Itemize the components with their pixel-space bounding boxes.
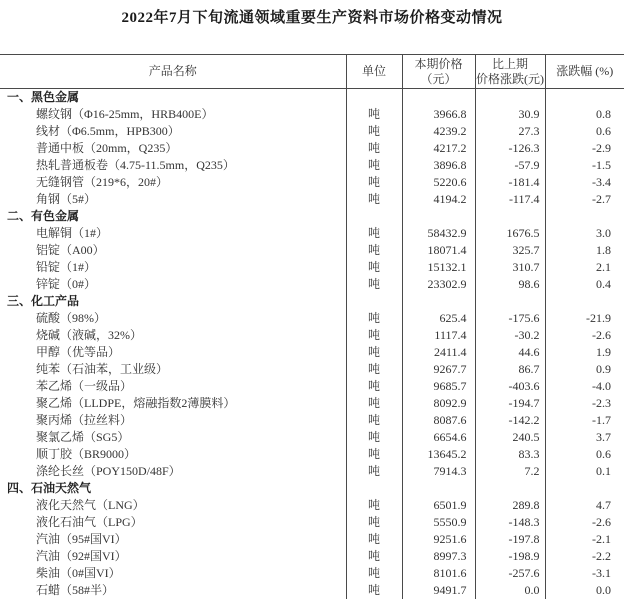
- product-row: [0, 582, 624, 599]
- section-empty-change: [475, 89, 545, 107]
- cell-change-rate: 0.9: [545, 361, 624, 378]
- cell-unit: 吨: [346, 327, 402, 344]
- col-header-unit: 单位: [346, 55, 402, 89]
- cell-price-change: 1676.5: [475, 225, 545, 242]
- product-row: [0, 225, 624, 242]
- cell-current-price: 9685.7: [402, 378, 475, 395]
- cell-change-rate: -2.1: [545, 531, 624, 548]
- cell-unit: 吨: [346, 429, 402, 446]
- cell-change-rate: 3.0: [545, 225, 624, 242]
- cell-product-name: 无缝钢管（219*6，20#）: [0, 174, 346, 191]
- col-header-product: 产品名称: [0, 55, 346, 89]
- product-row: [0, 565, 624, 582]
- product-row: [0, 412, 624, 429]
- cell-product-name: 聚丙烯（拉丝料）: [0, 412, 346, 429]
- section-row: [0, 293, 624, 310]
- product-row: [0, 123, 624, 140]
- cell-product-name: 铅锭（1#）: [0, 259, 346, 276]
- cell-change-rate: 0.8: [545, 106, 624, 123]
- product-row: [0, 378, 624, 395]
- cell-product-name: 液化石油气（LPG）: [0, 514, 346, 531]
- cell-unit: 吨: [346, 378, 402, 395]
- product-row: [0, 497, 624, 514]
- cell-unit: 吨: [346, 242, 402, 259]
- product-row: [0, 310, 624, 327]
- cell-current-price: 4239.2: [402, 123, 475, 140]
- table-header: [0, 55, 624, 89]
- cell-current-price: 18071.4: [402, 242, 475, 259]
- section-empty-price: [402, 293, 475, 310]
- product-row: [0, 548, 624, 565]
- cell-current-price: 13645.2: [402, 446, 475, 463]
- cell-change-rate: 1.9: [545, 344, 624, 361]
- cell-unit: 吨: [346, 514, 402, 531]
- col-header-change-line2: 价格涨跌(元): [476, 72, 545, 87]
- header-row: [0, 55, 624, 89]
- cell-change-rate: -2.6: [545, 514, 624, 531]
- cell-change-rate: -2.9: [545, 140, 624, 157]
- cell-product-name: 硫酸（98%）: [0, 310, 346, 327]
- section-label: 一、黑色金属: [0, 89, 346, 107]
- cell-current-price: 8087.6: [402, 412, 475, 429]
- cell-change-rate: 1.8: [545, 242, 624, 259]
- cell-unit: 吨: [346, 446, 402, 463]
- cell-price-change: 44.6: [475, 344, 545, 361]
- cell-current-price: 7914.3: [402, 463, 475, 480]
- col-header-change-line1: 比上期: [476, 57, 545, 72]
- cell-product-name: 液化天然气（LNG）: [0, 497, 346, 514]
- cell-change-rate: 4.7: [545, 497, 624, 514]
- cell-price-change: 289.8: [475, 497, 545, 514]
- cell-product-name: 汽油（92#国VI）: [0, 548, 346, 565]
- cell-product-name: 角钢（5#）: [0, 191, 346, 208]
- section-label: 二、有色金属: [0, 208, 346, 225]
- section-empty-unit: [346, 208, 402, 225]
- cell-current-price: 5220.6: [402, 174, 475, 191]
- col-header-change: [475, 55, 545, 89]
- cell-change-rate: 0.6: [545, 123, 624, 140]
- section-empty-pct: [545, 208, 624, 225]
- cell-change-rate: -2.3: [545, 395, 624, 412]
- cell-price-change: -197.8: [475, 531, 545, 548]
- product-row: [0, 344, 624, 361]
- cell-price-change: -198.9: [475, 548, 545, 565]
- product-row: [0, 361, 624, 378]
- cell-change-rate: 3.7: [545, 429, 624, 446]
- cell-price-change: -126.3: [475, 140, 545, 157]
- section-row: [0, 208, 624, 225]
- product-row: [0, 157, 624, 174]
- col-header-price: [402, 55, 475, 89]
- cell-current-price: 9251.6: [402, 531, 475, 548]
- cell-unit: 吨: [346, 191, 402, 208]
- cell-unit: 吨: [346, 344, 402, 361]
- cell-unit: 吨: [346, 565, 402, 582]
- cell-current-price: 625.4: [402, 310, 475, 327]
- cell-unit: 吨: [346, 582, 402, 599]
- cell-product-name: 铝锭（A00）: [0, 242, 346, 259]
- product-row: [0, 242, 624, 259]
- cell-unit: 吨: [346, 259, 402, 276]
- cell-unit: 吨: [346, 310, 402, 327]
- product-row: [0, 140, 624, 157]
- section-row: [0, 89, 624, 107]
- cell-product-name: 顺丁胶（BR9000）: [0, 446, 346, 463]
- col-header-pct: 涨跌幅 (%): [545, 55, 624, 89]
- section-empty-change: [475, 480, 545, 497]
- col-header-price-line1: 本期价格: [403, 57, 475, 72]
- cell-product-name: 热轧普通板卷（4.75-11.5mm，Q235）: [0, 157, 346, 174]
- cell-current-price: 4217.2: [402, 140, 475, 157]
- cell-change-rate: 0.4: [545, 276, 624, 293]
- cell-price-change: -403.6: [475, 378, 545, 395]
- cell-price-change: 83.3: [475, 446, 545, 463]
- cell-change-rate: 0.0: [545, 582, 624, 599]
- cell-product-name: 螺纹钢（Φ16-25mm，HRB400E）: [0, 106, 346, 123]
- cell-price-change: 7.2: [475, 463, 545, 480]
- cell-product-name: 石蜡（58#半）: [0, 582, 346, 599]
- product-row: [0, 429, 624, 446]
- cell-unit: 吨: [346, 548, 402, 565]
- cell-current-price: 6501.9: [402, 497, 475, 514]
- cell-current-price: 15132.1: [402, 259, 475, 276]
- cell-current-price: 6654.6: [402, 429, 475, 446]
- page-title: 2022年7月下旬流通领域重要生产资料市场价格变动情况: [0, 0, 624, 27]
- cell-price-change: -257.6: [475, 565, 545, 582]
- cell-current-price: 9491.7: [402, 582, 475, 599]
- cell-unit: 吨: [346, 174, 402, 191]
- cell-unit: 吨: [346, 157, 402, 174]
- cell-change-rate: 0.6: [545, 446, 624, 463]
- cell-change-rate: -1.5: [545, 157, 624, 174]
- cell-price-change: 240.5: [475, 429, 545, 446]
- cell-unit: 吨: [346, 123, 402, 140]
- section-empty-pct: [545, 480, 624, 497]
- product-row: [0, 327, 624, 344]
- cell-change-rate: -1.7: [545, 412, 624, 429]
- cell-product-name: 聚乙烯（LLDPE，熔融指数2薄膜料）: [0, 395, 346, 412]
- cell-current-price: 2411.4: [402, 344, 475, 361]
- cell-price-change: -57.9: [475, 157, 545, 174]
- section-empty-price: [402, 89, 475, 107]
- cell-product-name: 苯乙烯（一级品）: [0, 378, 346, 395]
- cell-product-name: 烧碱（液碱，32%）: [0, 327, 346, 344]
- cell-price-change: 310.7: [475, 259, 545, 276]
- cell-change-rate: -2.6: [545, 327, 624, 344]
- product-row: [0, 514, 624, 531]
- cell-price-change: -194.7: [475, 395, 545, 412]
- cell-unit: 吨: [346, 531, 402, 548]
- cell-price-change: -181.4: [475, 174, 545, 191]
- cell-unit: 吨: [346, 106, 402, 123]
- table-body: [0, 89, 624, 599]
- cell-current-price: 1117.4: [402, 327, 475, 344]
- cell-product-name: 纯苯（石油苯，工业级）: [0, 361, 346, 378]
- cell-unit: 吨: [346, 395, 402, 412]
- cell-price-change: 0.0: [475, 582, 545, 599]
- cell-current-price: 8092.9: [402, 395, 475, 412]
- cell-change-rate: 2.1: [545, 259, 624, 276]
- cell-unit: 吨: [346, 225, 402, 242]
- cell-unit: 吨: [346, 463, 402, 480]
- cell-product-name: 汽油（95#国VI）: [0, 531, 346, 548]
- product-row: [0, 446, 624, 463]
- cell-current-price: 58432.9: [402, 225, 475, 242]
- cell-current-price: 8997.3: [402, 548, 475, 565]
- section-empty-price: [402, 208, 475, 225]
- product-row: [0, 531, 624, 548]
- product-row: [0, 276, 624, 293]
- section-empty-pct: [545, 89, 624, 107]
- cell-current-price: 3896.8: [402, 157, 475, 174]
- cell-current-price: 3966.8: [402, 106, 475, 123]
- cell-price-change: 86.7: [475, 361, 545, 378]
- product-row: [0, 174, 624, 191]
- cell-price-change: 325.7: [475, 242, 545, 259]
- cell-change-rate: -3.1: [545, 565, 624, 582]
- product-row: [0, 191, 624, 208]
- cell-price-change: -148.3: [475, 514, 545, 531]
- cell-price-change: -175.6: [475, 310, 545, 327]
- cell-product-name: 锌锭（0#）: [0, 276, 346, 293]
- cell-current-price: 9267.7: [402, 361, 475, 378]
- product-row: [0, 106, 624, 123]
- cell-product-name: 线材（Φ6.5mm，HPB300）: [0, 123, 346, 140]
- cell-product-name: 甲醇（优等品）: [0, 344, 346, 361]
- cell-change-rate: -2.7: [545, 191, 624, 208]
- cell-product-name: 聚氯乙烯（SG5）: [0, 429, 346, 446]
- product-row: [0, 463, 624, 480]
- section-label: 四、石油天然气: [0, 480, 346, 497]
- section-empty-price: [402, 480, 475, 497]
- cell-price-change: -142.2: [475, 412, 545, 429]
- product-row: [0, 259, 624, 276]
- cell-current-price: 8101.6: [402, 565, 475, 582]
- cell-unit: 吨: [346, 276, 402, 293]
- cell-change-rate: -2.2: [545, 548, 624, 565]
- cell-price-change: 98.6: [475, 276, 545, 293]
- cell-current-price: 5550.9: [402, 514, 475, 531]
- cell-product-name: 电解铜（1#）: [0, 225, 346, 242]
- price-table: [0, 54, 624, 599]
- cell-change-rate: -21.9: [545, 310, 624, 327]
- section-empty-pct: [545, 293, 624, 310]
- cell-product-name: 涤纶长丝（POY150D/48F）: [0, 463, 346, 480]
- cell-price-change: -117.4: [475, 191, 545, 208]
- cell-price-change: -30.2: [475, 327, 545, 344]
- cell-change-rate: -3.4: [545, 174, 624, 191]
- cell-price-change: 30.9: [475, 106, 545, 123]
- section-empty-unit: [346, 89, 402, 107]
- cell-change-rate: 0.1: [545, 463, 624, 480]
- cell-unit: 吨: [346, 497, 402, 514]
- section-empty-change: [475, 208, 545, 225]
- cell-price-change: 27.3: [475, 123, 545, 140]
- cell-product-name: 柴油（0#国VI）: [0, 565, 346, 582]
- product-row: [0, 395, 624, 412]
- cell-unit: 吨: [346, 140, 402, 157]
- cell-current-price: 23302.9: [402, 276, 475, 293]
- section-empty-unit: [346, 293, 402, 310]
- cell-product-name: 普通中板（20mm，Q235）: [0, 140, 346, 157]
- section-row: [0, 480, 624, 497]
- section-empty-change: [475, 293, 545, 310]
- cell-current-price: 4194.2: [402, 191, 475, 208]
- col-header-price-line2: （元）: [403, 72, 475, 87]
- cell-unit: 吨: [346, 412, 402, 429]
- section-label: 三、化工产品: [0, 293, 346, 310]
- section-empty-unit: [346, 480, 402, 497]
- cell-unit: 吨: [346, 361, 402, 378]
- cell-change-rate: -4.0: [545, 378, 624, 395]
